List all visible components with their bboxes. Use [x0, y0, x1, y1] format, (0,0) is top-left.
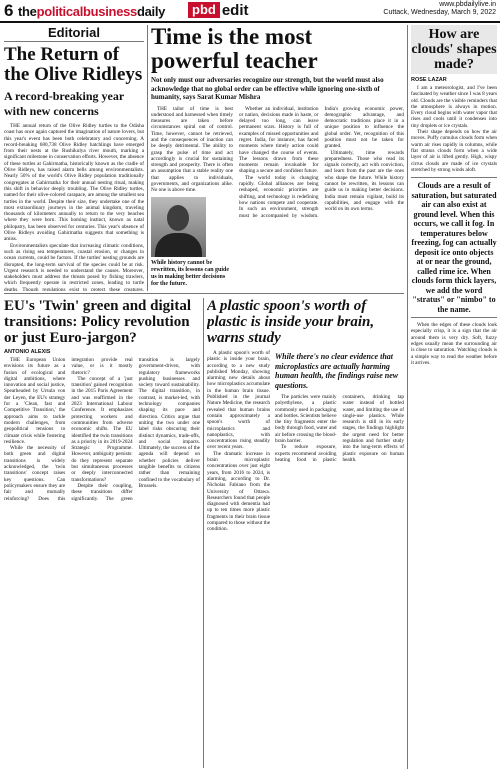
main-article-body	[239, 106, 404, 292]
editorial-kicker: Editorial	[4, 25, 144, 42]
column-divider	[203, 298, 204, 768]
main-article-paragraph: Ultimately, time rewards preparedness. Those who read its signals correctly, act with conviction, and learn from the past are the ones who shape the future. While history cannot be rewritten, its lessons can guide us in making better decisions. India must remain vigilant, build its capabilities, and engage with the world on its own terms.	[324, 149, 404, 213]
plastic-article-paragraph: To reduce exposure, experts recommend avoiding heating food in plastic containers, drinking tap water instead of bottled water, and limiting the use of single-use plastics. While research is still in its early stages, the findings highlight the urgent need for better regulation and further study into the long-term effects of plastic exposure on human health.	[275, 394, 404, 463]
column-divider	[407, 25, 408, 769]
main-article-paragraph: Whether an individual, institution or nation, decisions made in haste, or delayed too long, can leave permanent scars. History is full of examples of missed opportunities and regret. India, for instance, has faced moments where timely action could have changed the course of events. The lessons drawn from these moments remain invaluable for shaping a secure and confident future.	[239, 105, 319, 175]
plastic-article	[207, 298, 404, 768]
logo-part-the: the	[18, 4, 37, 19]
editorial-paragraph: Environmentalists speculate that increasing climatic conditions, such as rising sea temperatures, coastal erosion, or changes in ocean currents, could be factors. If the turtles' nesting grounds are disrupted, the long-term survival of the species could be at risk. Urgent research is needed to understand the causes. Moreover, stakeholders must address the threats posed by fishing trawlers, which frequently operate in restricted zones, leading to turtle deaths. Though regulations exist to protect these creatures,	[4, 242, 144, 291]
masthead-right	[383, 1, 496, 17]
newspaper-logo[interactable]	[18, 4, 165, 19]
plastic-article-title: A plastic spoon's worth of plastic is inside your brain, warns study	[207, 298, 375, 346]
masthead-rule	[0, 21, 500, 23]
dateline: Cuttack, Wednesday, March 9, 2022	[383, 9, 496, 16]
sidebar-author: ROSE LAZAR	[411, 77, 447, 83]
sidebar-paragraph: When the edges of these clouds look especially crisp, it is a sign that the air around them is very dry. Soft, fuzzy edges usually mean the surrounding air is close to saturation. Watching clouds is a simple way to read the weather before it arrives.	[411, 322, 497, 366]
plastic-article-body-left	[207, 350, 270, 768]
editorial-paragraph: THE annual return of the Olive Ridley turtles to the Odisha coast has once again captured the imagination of nature lovers, but this year's event has been both celebratory and concerning. A record-breaking 680,738 Olive Ridley hatchlings have emerged from their nests at the Rushikulya river mouth, marking a significant milestone in conservation efforts. However, the absence of these turtles at Gahirmatha, historically known as the cradle of Olive Ridleys, has raised alarm bells among environmentalists. Nearly 50% of the world's Olive Ridley population traditionally congregates at Gahirmatha for their annual nesting ritual, making this shift in behavior deeply troubling. The Olive Ridley turtles, named for their olive-colored carapace, are among the smallest sea turtles in the world. Despite their size, they undertake one of the most extraordinary journeys in the animal kingdom, traveling thousands of kilometers annually to return to the very beaches where they were born. This homing instinct, known as natal philopatry, has been observed for centuries. This year's absence of Olive Ridleys avoiding Gahirmatha suggests that something is amiss.	[4, 123, 144, 243]
page-number: 6	[4, 1, 14, 20]
column-divider	[147, 25, 148, 291]
main-article-paragraph: THE tailor of time is best understood and harnessed when timely measures are taken before circumstances spiral out of control. Time, however, cannot be retrieved, and the consequences of inaction can be deeply detrimental. The ability to grasp the pulse of time and act accordingly is crucial for sustaining strength and prosperity. There is often an assumption that a stable reality one that applies to individuals, governments, and organizations alike. No one is above time.	[151, 105, 233, 194]
editorial-subtitle: A record-breaking year with new concerns	[4, 89, 124, 118]
main-article-left-column	[151, 106, 233, 292]
author-photo-shoulders	[155, 233, 202, 257]
sidebar-paragraph: I am a meteorologist, and I've been fascinated by weather since I was 8 years old. Clouds are the visible reminders that the atmosphere is always in motion. Every cloud begins with water vapor that rises and cools until it condenses into tiny droplets or ice crystals.	[411, 85, 497, 129]
sidebar-body-top	[411, 85, 497, 173]
masthead	[0, 0, 500, 22]
logo-part-daily: daily	[136, 4, 166, 19]
eu-article-paragraph: THE European Union envisions its future as a fusion of ecological and digital ambitions, where innovation and social justice, Spearheaded by Ursula von der Leyen, the EU's strategy for a 'Clean, fast and Competitive Transition,' the approach aims to tackle modern challenges, from geopolitical tensions to climate crisis while fostering resilience.	[4, 357, 66, 445]
editorial-body	[4, 123, 144, 291]
section-pbd: pbd	[188, 2, 220, 18]
editorial-title: The Return of the Olive Ridleys	[4, 44, 143, 85]
eu-article-paragraph: While the necessity of both green and digital transitions is widely acknowledged, the 'twin transitions' concept raises key questions. Can policymakers ensure they are fair and mutually reinforcing? Does this integration provide real value, or is it mostly rhetoric?	[4, 357, 133, 502]
plastic-pull-quote: While there's no clear evidence that microplastics are actually harming human health, the findings raise new questions.	[275, 352, 399, 390]
eu-article-paragraph: Despite their coupling, these transitions differ significantly. The green transition is largely government-driven, with regulatory frameworks pushing businesses and society toward sustainability. The digital transition, in contrast, is market-led, with technology companies shaping its pace and direction. Critics argue that uniting the two under one label risks obscuring their distinct dynamics, trade-offs, and social impacts. Ultimately, the success of the agenda will depend on whether policies deliver tangible benefits to citizens rather than remaining confined to the vocabulary of Brussels.	[71, 357, 200, 502]
sidebar-pull-quote: Clouds are a result of saturation, but saturated air can also exist at ground level. When this occurs, we call it fog. In temperatures below freezing, fog can actually deposit ice onto objects at or near the ground, called rime ice. When clouds form thick layers, we add the word "stratus" or "nimbo" to the name.	[411, 177, 497, 318]
plastic-article-paragraph: The particles were mainly polyethylene, a plastic commonly used in packaging and bottles. Scientists believe the tiny fragments enter the body through food, water and air before crossing the blood-brain barrier.	[275, 394, 337, 445]
plastic-article-body-right	[275, 394, 404, 768]
photo-caption: While history cannot be rewritten, its lessons can guide us in making better decisions for the future.	[151, 259, 230, 287]
main-article-paragraph: The world today is changing rapidly. Global alliances are being reshaped, economic priorities are shifting, and technology is redefining how nations compete and cooperate. In such an environment, strength must be accompanied by wisdom. India's growing economic power, demographic advantage, and democratic traditions place it in a unique position to influence the global order. Yet, recognition of this position must not be taken for granted.	[239, 105, 404, 219]
author-photo-head	[167, 205, 189, 231]
editorial	[4, 25, 144, 291]
sidebar-body-bottom	[411, 322, 497, 366]
section-edit: edit	[221, 1, 249, 19]
website-link[interactable]: www.pbdailylive.in	[439, 1, 496, 8]
sidebar-paragraph: Their shape depends on how the air moves. Puffy cumulus clouds form when warm air rises rapidly in columns, while flat stratus clouds form when a wide layer of air is lifted gently. High, wispy cirrus clouds are made of ice crystals stretched by strong winds aloft.	[411, 129, 497, 173]
main-article-subtitle: Not only must our adversaries recognize our strength, but the world must also acknowledge that no global order can be effective while ignoring one-sixth of humanity, says Sarat Kumar Mishra	[151, 76, 384, 101]
sidebar-title: How are clouds' shapes made?	[411, 27, 497, 72]
plastic-article-paragraph: A plastic spoon's worth of plastic is inside your brain, according to a new study published Monday, showing alarming new details about how microplastics accumulate in the human brain tissue. Published in the journal Nature Medicine, the research revealed that human brains contain approximately a spoon's worth of microplastics and nanoplastics, with concentrations rising steadily over recent years.	[207, 350, 270, 451]
logo-part-main: politicalbusiness	[36, 4, 137, 19]
plastic-article-paragraph: The dramatic increase in brain microplastic concentrations over just eight years, from 2016 to 2024, is alarming, according to Dr. Nicholas Fabiano from the University of Ottawa. Researchers found that people diagnosed with dementia had up to ten times more plastic fragments in their brain tissue compared to those without the condition.	[207, 450, 270, 533]
main-article-title: Time is the most powerful teacher	[151, 25, 318, 73]
main-article	[151, 25, 404, 291]
eu-article-paragraph: The concept of a 'just transition' gained recognition in the 2015 Paris Agreement and was reaffirmed in the 2023 International Labour Conference. It emphasizes protecting workers and communities from adverse economic shifts. The EU identified the twin transitions as a priority in its 2019-2024 Strategic Programme. However, ambiguity persists: do they represent separate but simultaneous processes or deeply interconnected transformations?	[71, 375, 133, 483]
eu-article-title: EU's 'Twin' green and digital transitions: Policy revolution or just Euro-jargon?	[4, 298, 191, 346]
main-article-body-start	[151, 106, 233, 194]
eu-article	[4, 298, 200, 768]
section-label	[188, 2, 249, 18]
section-divider	[4, 293, 404, 294]
sidebar	[411, 25, 497, 769]
author-photo	[151, 197, 206, 257]
eu-article-body	[4, 357, 200, 768]
eu-article-author: ANTONIO ALEXIS	[4, 349, 51, 355]
